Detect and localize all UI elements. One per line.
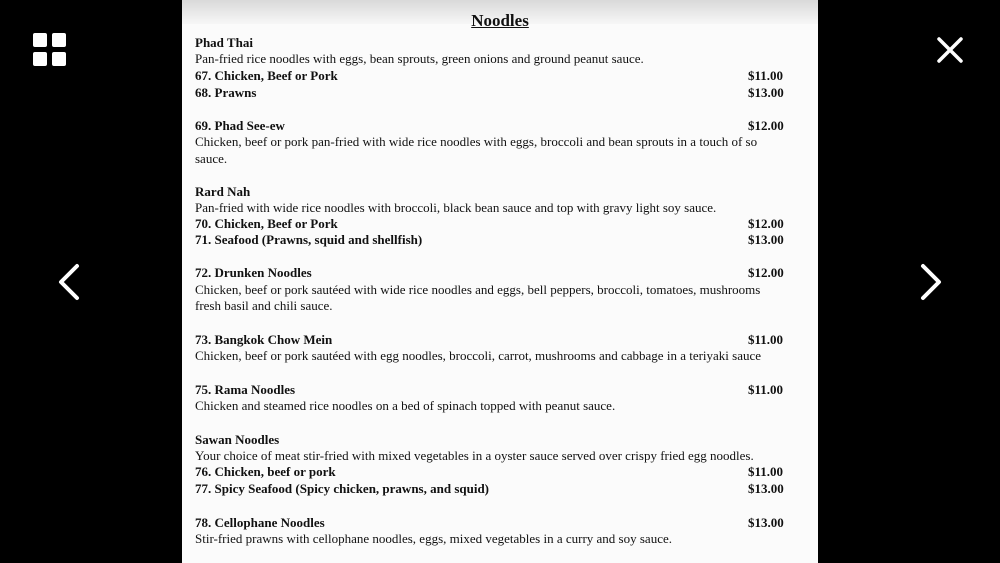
menu-item-description: Chicken and steamed rice noodles on a bed of spinach topped with peanut sauce. — [195, 398, 616, 413]
menu-item-description: fresh basil and chili sauce. — [195, 298, 333, 313]
menu-item-description: Stir-fried prawns with cellophane noodles, eggs, mixed vegetables in a curry and soy sauce. — [195, 531, 672, 546]
chevron-right-icon[interactable] — [910, 262, 950, 302]
menu-item-name: 69. Phad See-ew — [195, 118, 285, 133]
menu-item-name: 76. Chicken, beef or pork — [195, 464, 336, 479]
menu-item-price: $13.00 — [748, 481, 784, 496]
page-title: Noodles — [471, 11, 529, 30]
close-icon[interactable] — [934, 34, 966, 66]
menu-item-description: Your choice of meat stir-fried with mixed vegetables in a oyster sauce served over crispy fried egg noodles. — [195, 448, 754, 463]
menu-page-image — [182, 0, 818, 563]
menu-item-name: 78. Cellophane Noodles — [195, 515, 325, 530]
menu-item-description: Chicken, beef or pork pan-fried with wide rice noodles with eggs, broccoli and bean sprouts in a touch of so — [195, 134, 758, 149]
menu-item-name: Rard Nah — [195, 184, 251, 199]
menu-item-name: 67. Chicken, Beef or Pork — [195, 68, 338, 83]
menu-item-name: 77. Spicy Seafood (Spicy chicken, prawns, and squid) — [195, 481, 490, 496]
menu-item-price: $12.00 — [748, 265, 784, 280]
menu-item-price: $11.00 — [748, 332, 784, 347]
menu-item-name: 72. Drunken Noodles — [195, 265, 312, 280]
menu-item-description: Pan-fried rice noodles with eggs, bean sprouts, green onions and ground peanut sauce. — [195, 51, 644, 66]
menu-item-name: 70. Chicken, Beef or Pork — [195, 216, 338, 231]
menu-item-price: $11.00 — [748, 382, 784, 397]
menu-item-description: Pan-fried with wide rice noodles with broccoli, black bean sauce and top with gravy light soy sauce. — [195, 200, 717, 215]
menu-item-name: 68. Prawns — [195, 85, 257, 100]
chevron-left-icon[interactable] — [50, 262, 90, 302]
menu-item-name: 75. Rama Noodles — [195, 382, 296, 397]
menu-item-price: $11.00 — [748, 68, 784, 83]
menu-item-price: $13.00 — [748, 232, 784, 247]
menu-item-price: $11.00 — [748, 464, 784, 479]
menu-item-name: Sawan Noodles — [195, 432, 280, 447]
menu-item-description: sauce. — [195, 151, 228, 166]
menu-item-name: Phad Thai — [195, 35, 253, 50]
menu-item-price: $13.00 — [748, 515, 784, 530]
menu-item-description: Chicken, beef or pork sautéed with egg noodles, broccoli, carrot, mushrooms and cabbage in a teriyaki sauce — [195, 348, 762, 363]
menu-item-price: $12.00 — [748, 118, 784, 133]
menu-item-name: 71. Seafood (Prawns, squid and shellfish) — [195, 232, 423, 247]
menu-item-price: $13.00 — [748, 85, 784, 100]
menu-item-price: $12.00 — [748, 216, 784, 231]
grid-icon[interactable] — [33, 33, 66, 66]
menu-item-description: Chicken, beef or pork sautéed with wide rice noodles and eggs, bell peppers, broccoli, tomatoes, mushrooms — [195, 282, 761, 297]
menu-item-name: 73. Bangkok Chow Mein — [195, 332, 333, 347]
